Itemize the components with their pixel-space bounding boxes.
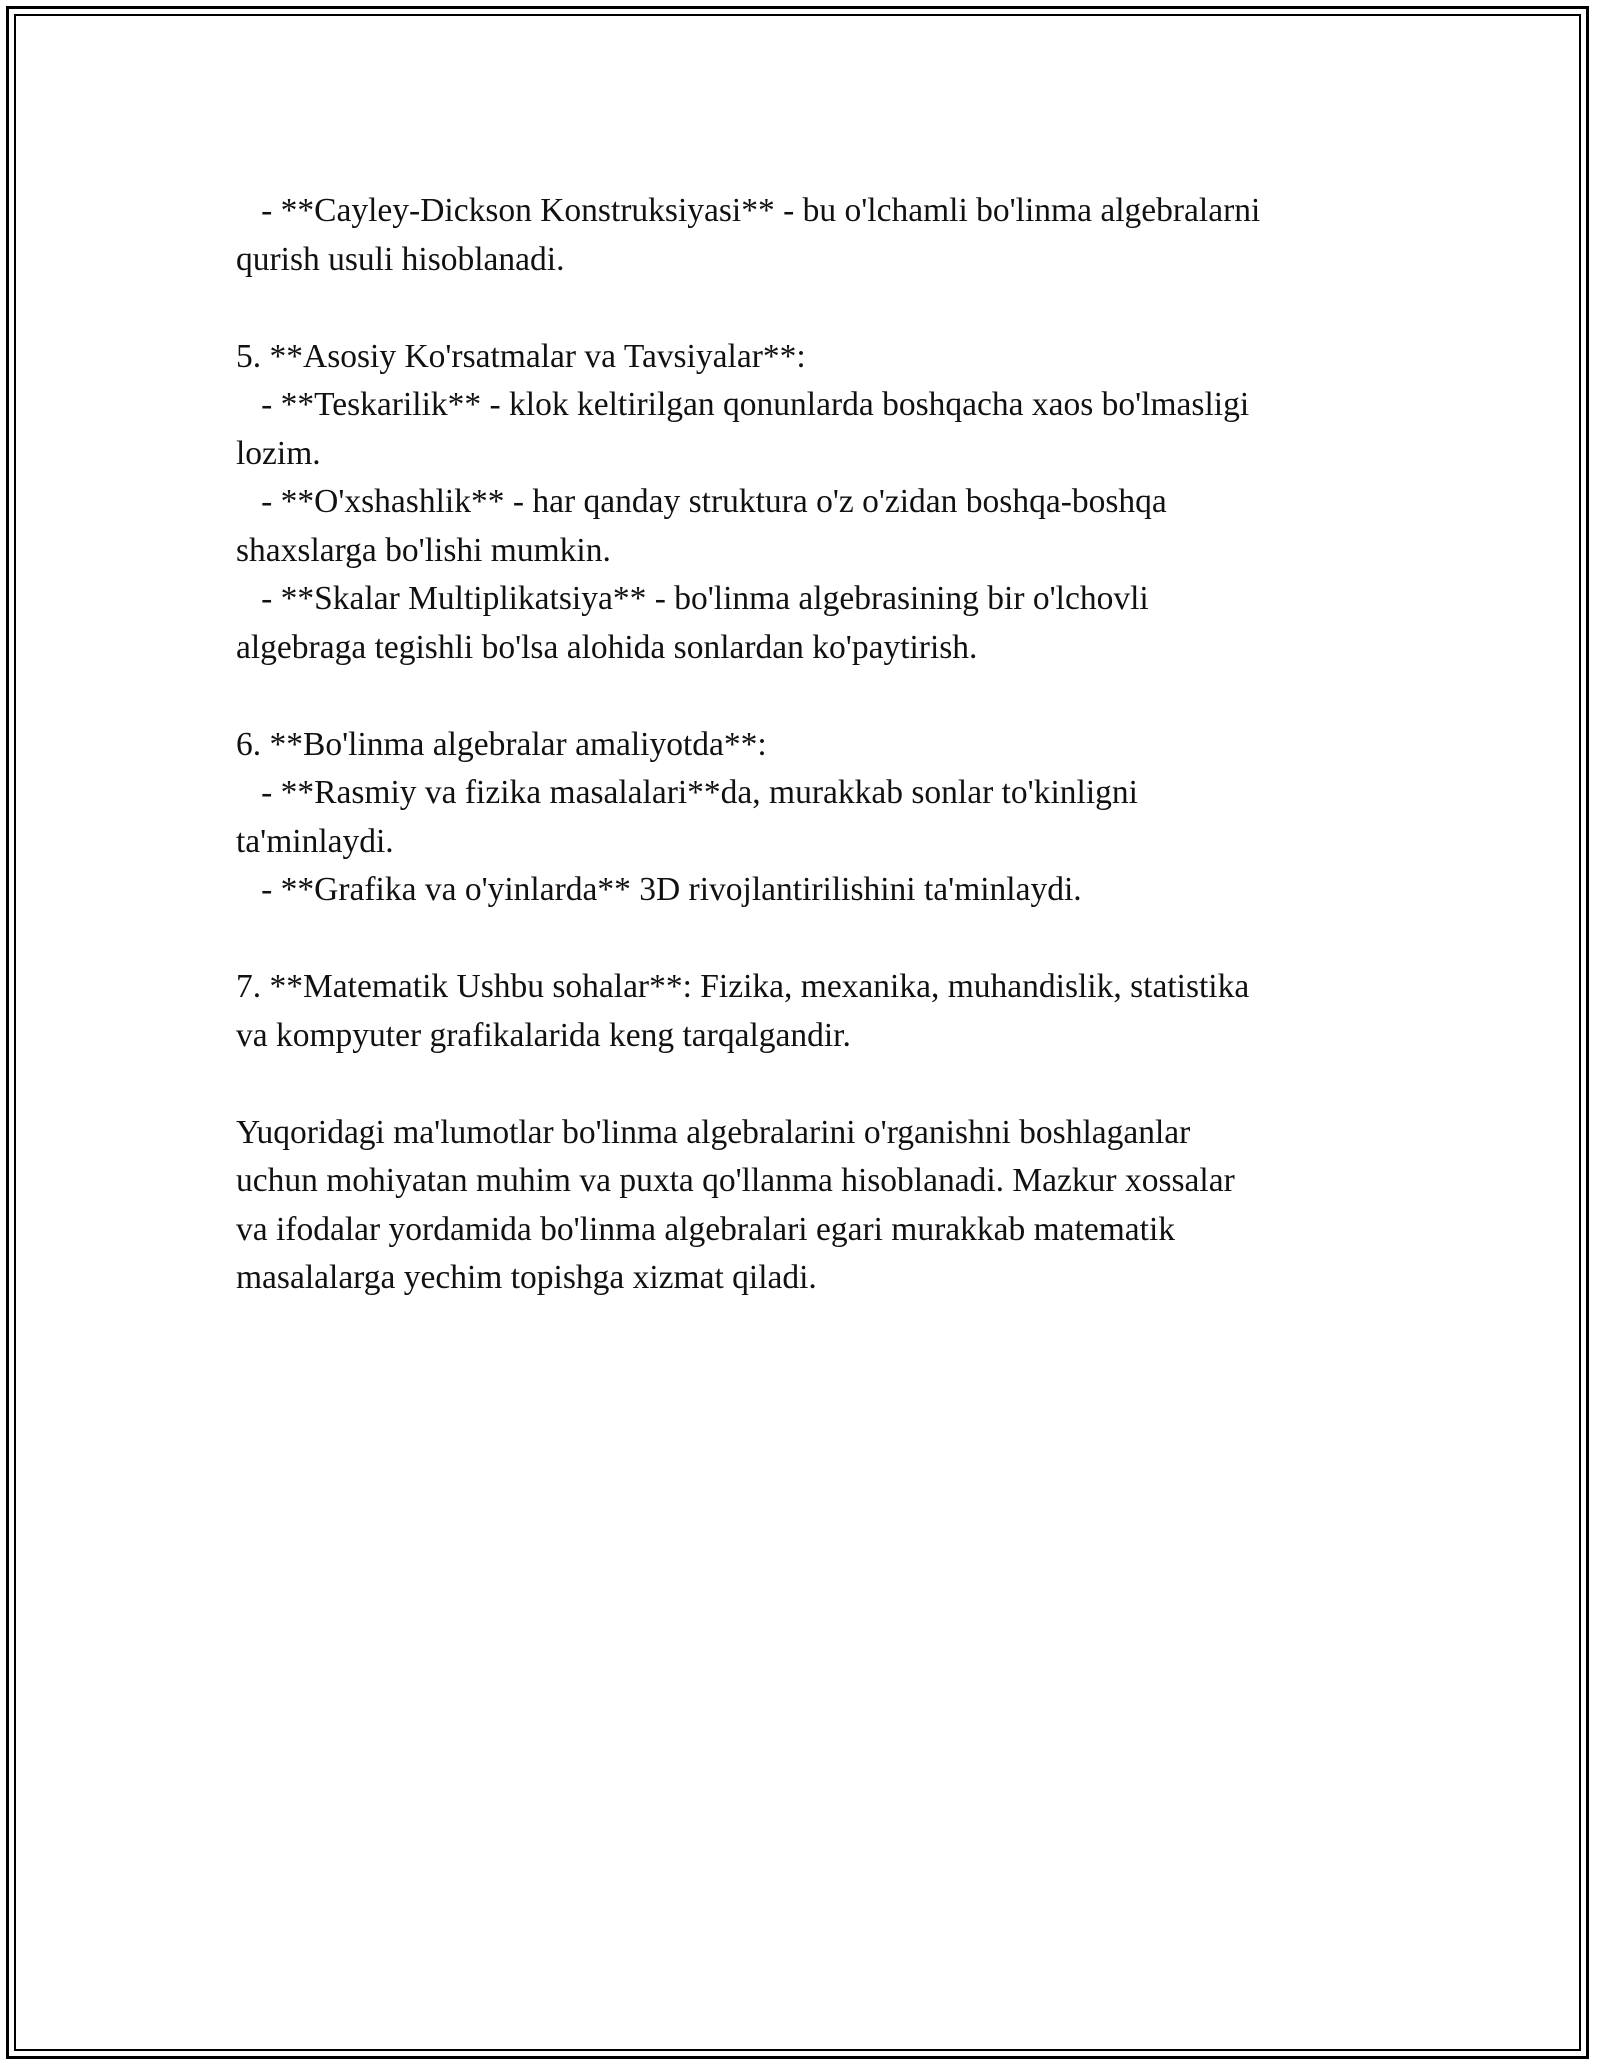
conclusion-line: masalalarga yechim topishga xizmat qiladi. <box>236 1259 817 1296</box>
blank-line <box>236 672 1366 721</box>
conclusion-line: uchun mohiyatan muhim va puxta qo'llanma hisoblanadi. Mazkur xossalar <box>236 1162 1235 1199</box>
section-heading-5: 5. **Asosiy Ko'rsatmalar va Tavsiyalar**: <box>236 337 806 375</box>
text-line: - **Skalar Multiplikatsiya** - bo'linma algebrasining bir o'lchovli <box>236 580 1149 617</box>
section-heading-6: 6. **Bo'linma algebralar amaliyotda**: <box>236 725 767 763</box>
text-line: ta'minlaydi. <box>236 822 394 860</box>
blank-line <box>236 1060 1366 1109</box>
document-body <box>236 187 1366 1303</box>
text-line: - **Rasmiy va fizika masalalari**da, murakkab sonlar to'kinligni <box>236 774 1138 811</box>
conclusion-line: Yuqoridagi ma'lumotlar bo'linma algebralarini o'rganishni boshlaganlar <box>236 1113 1191 1151</box>
blank-line <box>236 915 1366 964</box>
blank-line <box>236 284 1366 333</box>
text-line: - **Grafika va o'yinlarda** 3D rivojlantirilishini ta'minlaydi. <box>236 871 1082 908</box>
text-line: algebraga tegishli bo'lsa alohida sonlardan ko'paytirish. <box>236 628 978 666</box>
text-line: va kompyuter grafikalarida keng tarqalgandir. <box>236 1016 851 1054</box>
text-line: - **O'xshashlik** - har qanday struktura o'z o'zidan boshqa-boshqa <box>236 483 1167 520</box>
section-heading-7: 7. **Matematik Ushbu sohalar**: Fizika, mexanika, muhandislik, statistika <box>236 968 1250 1005</box>
text-line: shaxslarga bo'lishi mumkin. <box>236 531 611 569</box>
text-line: lozim. <box>236 434 321 472</box>
text-line: - **Cayley-Dickson Konstruksiyasi** - bu o'lchamli bo'linma algebralarni <box>236 192 1261 229</box>
text-line: - **Teskarilik** - klok keltirilgan qonunlarda boshqacha xaos bo'lmasligi <box>236 386 1250 423</box>
conclusion-line: va ifodalar yordamida bo'linma algebralari egari murakkab matematik <box>236 1210 1175 1248</box>
text-line: qurish usuli hisoblanadi. <box>236 240 565 278</box>
